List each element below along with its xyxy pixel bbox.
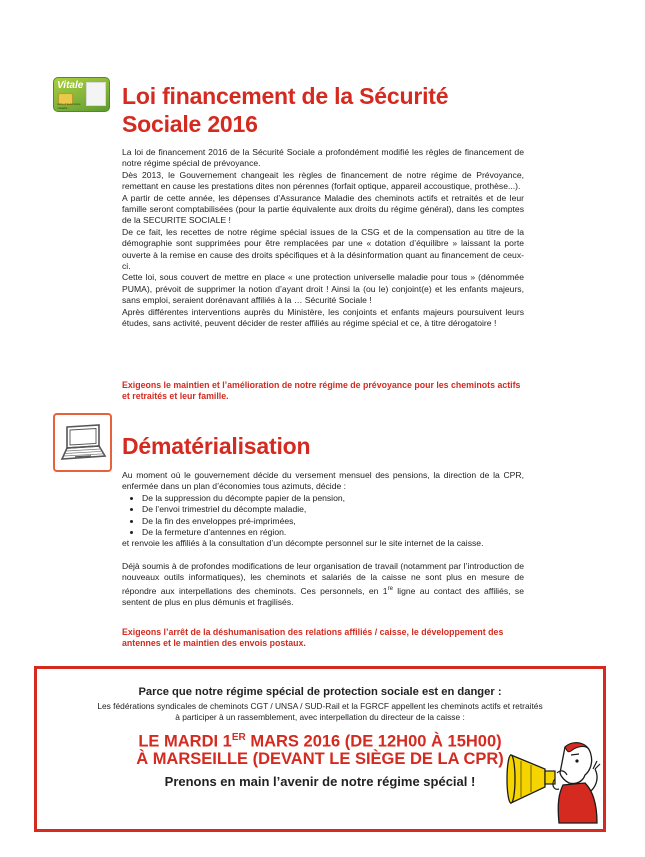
section1-title bbox=[122, 82, 448, 138]
section1-demand: Exigeons le maintien et l’amélioration de notre régime de prévoyance pour les cheminots actifs et retraités et leur famille. bbox=[122, 380, 521, 402]
section1-paragraph: A partir de cette année, les dépenses d’Assurance Maladie des cheminots actifs et retraités et de leur famille seront comptabilisées (pour la partie équivalente aux droits du régime général), dans les comptes de la SECURITE SOCIALE ! bbox=[122, 192, 524, 226]
callout-date-sup: ER bbox=[231, 732, 246, 743]
section2-bullet-list bbox=[122, 493, 524, 539]
laptop-icon bbox=[53, 413, 112, 472]
callout-slogan: Prenons en main l’avenir de notre régime spécial ! bbox=[164, 774, 476, 789]
section1-paragraph: La loi de financement 2016 de la Sécurité Sociale a profondément modifié les règles de financement de notre régime spécial de prévoyance. bbox=[122, 147, 524, 169]
section1-body bbox=[122, 147, 524, 330]
section2-body bbox=[122, 470, 524, 608]
section2-demand: Exigeons l’arrêt de la déshumanisation des relations affiliés / caisse, le développement des antennes et le maintien des envois postaux. bbox=[122, 627, 504, 649]
laptop-drawing bbox=[55, 415, 110, 470]
paragraph2-part-b: ligne au contact des affiliés, se sentent de plus en plus démunis et fragilisés. bbox=[122, 585, 524, 607]
section1-title-line2: Sociale 2016 bbox=[122, 111, 258, 137]
callout-place: À MARSEILLE (DEVANT LE SIÈGE DE LA CPR) bbox=[136, 750, 504, 768]
rally-callout-box bbox=[34, 666, 606, 832]
paragraph2-part-a: Déjà soumis à de profondes modifications de leur organisation de travail (notamment par l’introduction de nouveaux outils informatiques), les cheminots et salariés de la caisse ne sont plus en mesure de répondre aux interpellations des cheminots. Ces personnels, en 1 bbox=[122, 560, 524, 596]
megaphone-person-icon bbox=[505, 731, 601, 827]
paragraph2-superscript: re bbox=[387, 585, 393, 592]
callout-date-b: MARS 2016 (DE 12H00 À 15H00) bbox=[245, 732, 502, 751]
vitale-card-label: carte d'assurance maladie bbox=[57, 102, 81, 110]
section1-paragraph: Dès 2013, le Gouvernement changeait les règles de financement de notre régime de Prévoyance, remettant en cause les prestations dites non pérennes (forfait optique, appareil accoustique, prothèse...). bbox=[122, 169, 524, 192]
callout-date-a: LE MARDI 1 bbox=[138, 732, 232, 751]
list-item: • De l’envoi trimestriel du décompte maladie, bbox=[142, 504, 524, 515]
list-item: • De la fermeture d’antennes en région. bbox=[142, 527, 524, 538]
section2-after-bullets: et renvoie les affiliés à la consultation d’un décompte personnel sur le site internet de la caisse. bbox=[122, 538, 484, 549]
section1-paragraph: Après différentes interventions auprès du Ministère, les conjoints et enfants majeurs poursuivent leurs études, sans activité, peuvent décider de rester affiliés au régime spécial et ce, à titre dérogatoire ! bbox=[122, 306, 524, 329]
section2-intro: Au moment où le gouvernement décide du versement mensuel des pensions, la direction de la CPR, enfermée dans un plan d’économies tous azimuts, décide : bbox=[122, 470, 524, 492]
vitale-card-brand: Vitale bbox=[57, 80, 84, 91]
section2-paragraph2 bbox=[122, 561, 524, 608]
section1-paragraph: Cette loi, sous couvert de mettre en place « une protection universelle maladie pour tous » (dénommée PUMA), prévoit de supprimer la notion d’ayant droit ! Ainsi la (ou le) conjoint(e) et les enfants majeurs, sans emploi, seraient dorénavant affiliés à la … Sécurité Sociale ! bbox=[122, 272, 524, 306]
callout-line1: Parce que notre régime spécial de protection sociale est en danger : bbox=[138, 686, 502, 698]
vitale-card-icon bbox=[53, 77, 110, 112]
section1-title-line1: Loi financement de la Sécurité bbox=[122, 83, 449, 109]
section1-paragraph: De ce fait, les recettes de notre régime spécial issues de la CSG et de la compensation au titre de la démographie sont supprimées pour être remplacées par une « dotation d’équilibre » laissant la porte ouverte à la remise en cause des droits spécifiques et à la désinformation quant au financement de ceux-ci. bbox=[122, 226, 524, 272]
callout-line2: Les fédérations syndicales de cheminots CGT / UNSA / SUD-Rail et la FGRCF appellent les cheminots actifs et retraités à participer à un rassemblement, avec interpellation du directeur de la caisse : bbox=[97, 701, 543, 722]
list-item: • De la fin des enveloppes pré-imprimées, bbox=[142, 516, 524, 527]
section2-title: Dématérialisation bbox=[122, 433, 311, 459]
list-item: • De la suppression du décompte papier de la pension, bbox=[142, 493, 524, 504]
card-photo bbox=[86, 82, 106, 106]
